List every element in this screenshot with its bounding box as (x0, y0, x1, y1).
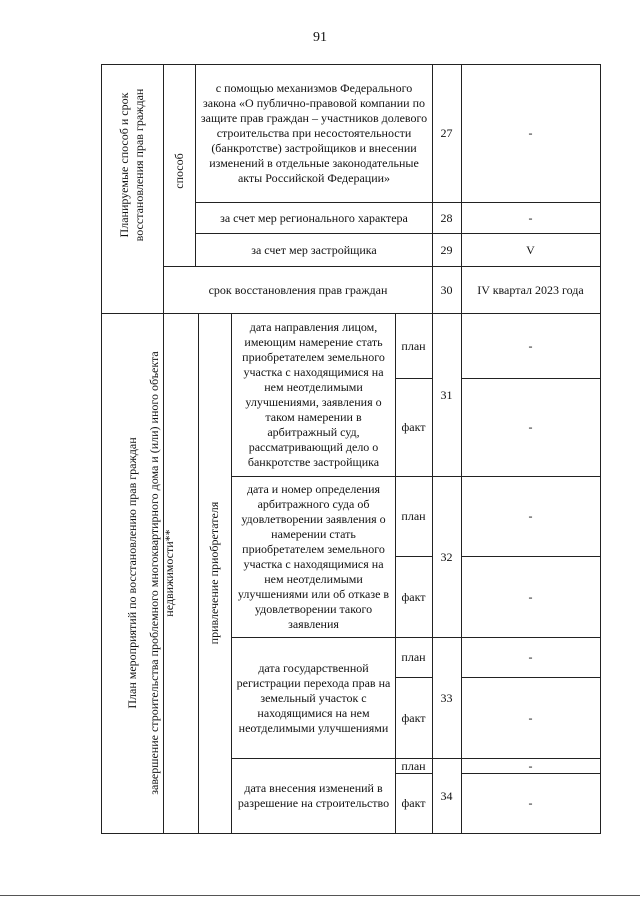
row33-fact-value: - (528, 710, 533, 725)
row32-plan-label: план (401, 509, 426, 523)
row33-num: 33 (440, 690, 453, 705)
row31-fact-value: - (528, 420, 533, 434)
row28-num: 28 (440, 210, 453, 225)
row34-fact-label: факт (401, 796, 426, 810)
row27-value: - (528, 126, 533, 140)
row32-fact-label: факт (401, 589, 426, 604)
page-number: 91 (313, 30, 327, 45)
row31-plan-label: план (401, 338, 426, 353)
section2-sub2: привлечение приобретателя (206, 501, 221, 645)
row33-text: дата государственной регистрации перехода прав на земельный участок с находящимися на нем неотделимыми улучшениями (236, 660, 391, 735)
row30-value: IV квартал 2023 года (477, 282, 584, 297)
section1-title: Планируемые способ и срок восстановления прав граждан (117, 88, 146, 242)
row30-num: 30 (440, 282, 453, 297)
row32-fact-value: - (528, 589, 533, 604)
row34-fact-value: - (528, 796, 533, 810)
section2-title: План мероприятий по восстановлению прав граждан (124, 437, 139, 709)
row33-plan-label: план (401, 650, 426, 664)
row32-plan-value: - (528, 509, 533, 523)
row33-plan-value: - (528, 650, 533, 664)
row34-plan-label: план (401, 758, 426, 773)
row28-text: за счет мер регионального характера (220, 210, 408, 225)
row31-plan-value: - (528, 338, 533, 353)
row30-text: срок восстановления прав граждан (208, 282, 388, 297)
row31-fact-label: факт (401, 420, 426, 434)
row34-text: дата внесения изменений в разрешение на строительство (237, 781, 390, 810)
row31-num: 31 (440, 387, 453, 402)
row32-text: дата и номер определения арбитражного суда об удовлетворении заявления о намерении стать приобретателем земельного участка с находящимися на нем неотделимыми улучшениями или об отказе в удовлетворении такого заявления (237, 482, 390, 631)
row29-num: 29 (440, 242, 453, 257)
row34-plan-value: - (528, 758, 533, 773)
section2-subtitle: завершение строительства проблемного многоквартирного дома и (или) иного объекта недвижимости** (147, 351, 176, 795)
row27-num: 27 (440, 126, 453, 140)
row31-text: дата направления лицом, имеющим намерение стать приобретателем земельного участка с находящимися на нем неотделимыми улучшениями, заявления о таком намерении в арбитражный суд, рассматривающий дело о банкротстве застройщика (242, 320, 385, 469)
method-label: способ (171, 153, 186, 189)
footer-divider (0, 895, 640, 896)
row34-num: 34 (440, 788, 453, 803)
row28-value: - (528, 210, 533, 225)
row32-num: 32 (440, 549, 453, 564)
row27-text: с помощью механизмов Федерального закона «О публично-правовой компании по защите прав граждан – участников долевого строительства при несостоятельности (банкротстве) застройщиков и внесении изменений в отдельные законодательные акты Российской Федерации» (200, 81, 428, 185)
row29-text: за счет мер застройщика (251, 242, 377, 257)
row29-value: V (526, 242, 535, 257)
row33-fact-label: факт (401, 710, 426, 725)
